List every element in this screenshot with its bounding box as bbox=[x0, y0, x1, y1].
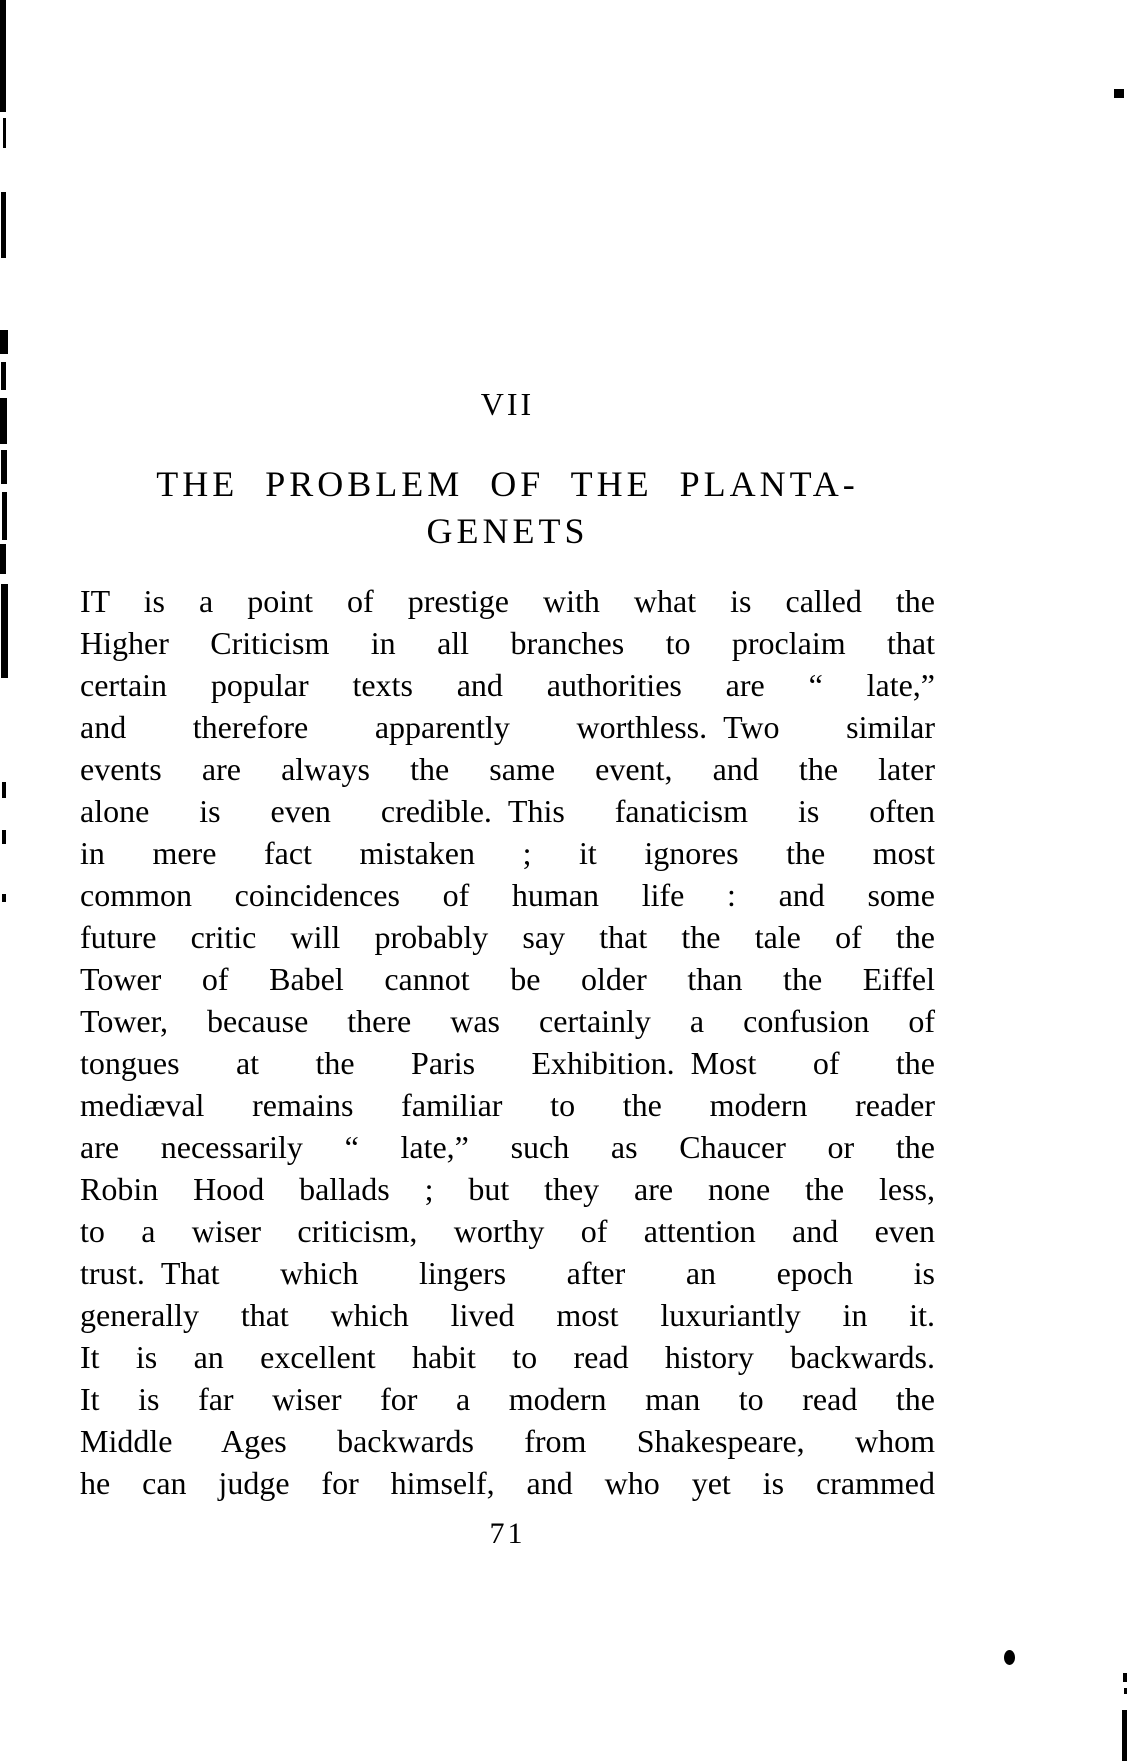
page-number: 71 bbox=[489, 1517, 526, 1550]
scan-artifact-left bbox=[0, 0, 6, 112]
scan-artifact-right bbox=[1123, 1673, 1127, 1682]
text-line: IT is a point of prestige with what is called the bbox=[80, 583, 935, 619]
scan-artifact-left bbox=[2, 492, 7, 540]
text-line: and therefore apparently worthless. Two similar bbox=[80, 709, 935, 745]
scan-artifact-left bbox=[2, 782, 6, 798]
text-line: trust. That which lingers after an epoch is bbox=[80, 1255, 935, 1291]
chapter-title-line-1: THE PROBLEM OF THE PLANTA- bbox=[156, 464, 859, 504]
text-line: It is an excellent habit to read history backwards. bbox=[80, 1339, 935, 1375]
text-line: Tower, because there was certainly a confusion of bbox=[80, 1003, 935, 1039]
body-paragraph bbox=[80, 580, 935, 1504]
text-line: generally that which lived most luxuriantly in it. bbox=[80, 1297, 935, 1333]
text-line: Middle Ages backwards from Shakespeare, whom bbox=[80, 1423, 935, 1459]
text-line: events are always the same event, and the later bbox=[80, 751, 935, 787]
scan-artifact-right bbox=[1114, 89, 1124, 98]
scan-artifact-left bbox=[2, 830, 6, 844]
text-line: tongues at the Paris Exhibition. Most of the bbox=[80, 1045, 935, 1081]
scan-artifact-left bbox=[1, 584, 8, 678]
text-line: to a wiser criticism, worthy of attention and even bbox=[80, 1213, 935, 1249]
scan-artifact-left bbox=[1, 362, 6, 390]
scan-artifact-left bbox=[3, 118, 6, 148]
text-line: Tower of Babel cannot be older than the Eiffel bbox=[80, 961, 935, 997]
chapter-number: VII bbox=[480, 386, 535, 422]
scan-artifact-left bbox=[0, 398, 7, 444]
text-line: future critic will probably say that the tale of the bbox=[80, 919, 935, 955]
scan-artifact-left bbox=[1, 450, 7, 484]
text-line: mediæval remains familiar to the modern reader bbox=[80, 1087, 935, 1123]
text-line: are necessarily “ late,” such as Chaucer or the bbox=[80, 1129, 935, 1165]
scan-artifact-left bbox=[1, 192, 6, 258]
scan-artifact-left bbox=[0, 330, 8, 354]
scan-artifact-left bbox=[0, 544, 6, 574]
scan-artifact-right bbox=[1122, 1710, 1127, 1761]
text-line: Robin Hood ballads ; but they are none the less, bbox=[80, 1171, 935, 1207]
ink-speck bbox=[1004, 1650, 1015, 1665]
text-line: common coincidences of human life : and some bbox=[80, 877, 935, 913]
scan-artifact-left bbox=[2, 894, 6, 902]
text-line: he can judge for himself, and who yet is crammed bbox=[80, 1465, 935, 1501]
text-line: certain popular texts and authorities are “ late,” bbox=[80, 667, 935, 703]
text-line: alone is even credible. This fanaticism is often bbox=[80, 793, 935, 829]
text-line: It is far wiser for a modern man to read the bbox=[80, 1381, 935, 1417]
text-line: Higher Criticism in all branches to proclaim that bbox=[80, 625, 935, 661]
chapter-title-line-2: GENETS bbox=[426, 511, 589, 551]
chapter-title bbox=[80, 461, 935, 555]
text-column bbox=[80, 0, 935, 1761]
text-line: in mere fact mistaken ; it ignores the most bbox=[80, 835, 935, 871]
